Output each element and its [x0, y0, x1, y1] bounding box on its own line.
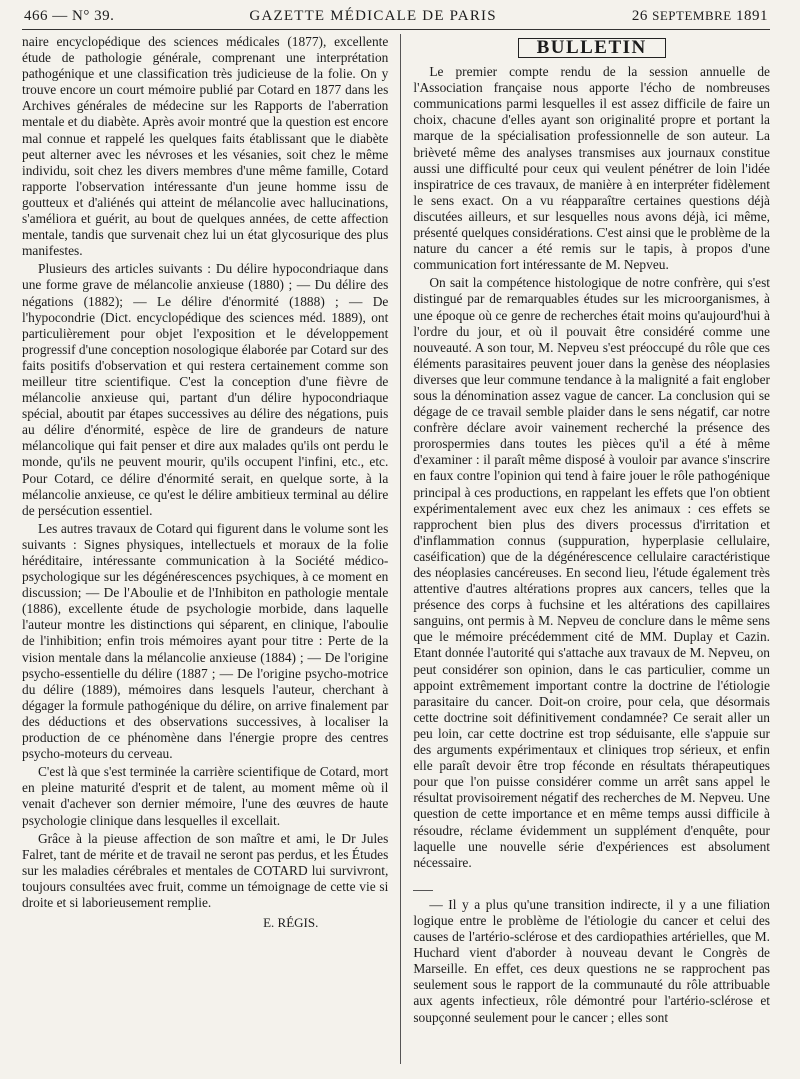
left-column — [22, 34, 400, 1064]
columns — [22, 34, 770, 1064]
left-paragraph-2: Plusieurs des articles suivants : Du délire hypocondriaque dans une forme grave de mélancolie anxieuse (1880) ; — Du délire des négations (1882); — Le délire d'énormité (1888) ; — De l'hypocondrie (Dict. encyclopédique des sciences méd. 1889), ont particulièrement pour objet l'exposition et le développement progressif d'une conception nosologique élaborée par Cotard sur des faits positifs d'observation et qui restera certainement comme son meilleur titre scientifique. C'est la conception d'une fièvre de mélancolie anxieuse qui, partant d'un délire hypocondriaque spécial, aboutit par étapes successives au délire des négations, puis au délire d'énormité, espèce de lire de grandeurs de nature mélancolique qui fait penser et dire aux malades qu'ils ont perdu le monde, qu'ils ne peuvent mourir, qu'ils occupent l'infini, etc., etc. Pour Cotard, ce délire d'énormité serait, en quelque sorte, à la mélancolie anxieuse, ce qu'est le délire ambitieux terminal au délire de persécution essentiel. — [22, 261, 389, 518]
author-signature: E. RÉGIS. — [263, 915, 319, 931]
date-day: 26 — [631, 8, 648, 24]
bulletin-heading: BULLETIN — [518, 38, 666, 58]
right-paragraph-1: Le premier compte rendu de la session annuelle de l'Association française nous apporte l'écho de nombreuses communications parmi lesquelles il est assez difficile de faire un choix, chacune d'elles ayant son originalité propre et portant la marque de la spécialisation professionnelle de son auteur. La brièveté même des analyses transmises aux journaux constitue aussi une difficulté pour ceux qui veulent pénétrer de loin l'idée inspiratrice de ces travaux, de manière à en interpréter fidèlement le sens exact. On a vu réapparaître certaines questions déjà discutées ailleurs, et sur lesquelles nous avons déjà, ici même, présenté quelques considérations. C'est ainsi que le problème de la nature du cancer a été remis sur le tapis, à propos d'une communication fort intéressante de M. Nepveu. — [413, 64, 770, 273]
date-month: SEPTEMBRE — [652, 8, 732, 23]
issue-date — [632, 8, 768, 25]
left-paragraph-5: Grâce à la pieuse affection de son maître et ami, le Dr Jules Falret, tant de mérite et de travail ne seront pas perdus, et les Études sur les maladies cérébrales et mentales de COTARD lui survivront, toujours consultées avec fruit, comme un témoignage de cette vie si droite et si laborieusement remplie. — [22, 830, 389, 910]
page-number: 466 — N° 39. — [24, 8, 115, 24]
section-separator — [413, 879, 770, 895]
date-year: 1891 — [735, 8, 768, 24]
right-paragraph-3: — Il y a plus qu'une transition indirecte, il y a une filiation logique entre le problème de l'étiologie du cancer et celui des causes de l'artério-sclérose et des cardiopathies artérielles, que M. Huchard vient d'aborder à nouveau devant le Congrès de Marseille. En effet, ces deux questions ne se rapprochent pas seulement sous le rapport de la communauté du rôle attribuable aux agents infectieux, rôle démontré pour l'artério-sclérose et soupçonné seulement pour le cancer ; elles sont — [413, 896, 770, 1025]
right-paragraph-2: On sait la compétence histologique de notre confrère, qui s'est distingué par de remarquables études sur les microorganismes, à une époque où ce genre de recherches était moins qu'aujourd'hui à l'ordre du jour, et où il pouvait être considéré comme une nouveauté. A son tour, M. Nepveu s'est préoccupé du rôle que ces éléments parasitaires peuvent jouer dans la genèse des néoplasies diverses que leur commune tendance à la malignité a fait englober sous la dénomination assez vague de cancer. La conclusion qui se dégage de ce travail semble plaider dans le sens négatif, car notre confrère déclare avoir vainement recherché la présence des prorospermies dans toutes les pièces qu'il a été à même d'examiner : il paraît même disposé à vouloir par avance s'inscrire en faux contre l'opinion qui tend à faire jouer le rôle pathogénique principal à ces productions, en rappelant les effets que l'on obtient expérimentalement avec eux chez les animaux : ces effets se rapprochent bien plus des divers processus d'irritation et d'inflammation connus (suppuration, hyperplasie cellulaire, caséification) que de la dégénérescence cellulaire caractéristique des néoplasies cancéreuses. En second lieu, l'étude également très attentive d'autres altérations propres aux cancers, telles que la présence des corps à fuchsine et les altérations des capillaires sanguins, ont permis à M. Nepveu de conclure dans le même sens que le mémoire précédemment cité de MM. Duplay et Cazin. Etant donnée l'autorité qui s'attache aux travaux de M. Nepveu, on peut considérer son opinion, dans le cas particulier, comme un appoint extrêmement important contre la doctrine de l'étiologie parasitaire du cancer. Doit-on croire, pour cela, que désormais cette doctrine soit définitivement condamnée? Ce serait aller un peu loin, car cette doctrine est trop séduisante, elle s'appuie sur des arguments expérimentaux et cliniques trop sérieux, et enfin elle paraît devoir être trop féconde en résultats thérapeutiques pour que l'on puisse considérer comme un arrêt sans appel le résultat provisoirement négatif des recherches de M. Nepveu. Une question de cette importance et en même temps aussi difficile à résoudre, réclame évidemment un supplément d'enquête, pour laquelle une nouvelle série d'expériences est absolument nécessaire. — [413, 275, 770, 870]
left-paragraph-3: Les autres travaux de Cotard qui figurent dans le volume sont les suivants : Signes physiques, intellectuels et moraux de la folie héréditaire, intéressante communication à la Société médico-psychologique sur les dégénérescences psychiques, à ce moment en discussion; — De l'Aboulie et de l'Inhibiton en pathologie mentale (1886), excellente étude de psychologie morbide, dans laquelle l'auteur montre les distinctions qui séparent, en clinique, l'aboulie de l'inhibition; enfin trois mémoires ayant pour titre : Perte de la vision mentale dans la mélancolie anxieuse (1884) ; — De l'origine psycho-essentielle du délire (1887 ; — De l'origine psycho-motrice du délire (1889), mémoires dans lesquels l'auteur, cherchant à dégager la formule pathogénique du délire, on arrive finalement par des déductions et des observations successives, à localiser la production de ce phénomène dans l'énergie propre des centres psycho-moteurs du cerveau. — [22, 520, 389, 762]
left-paragraph-1: naire encyclopédique des sciences médicales (1877), excellente étude de pathologie générale, comprenant une interprétation pathogénique et une classification très judicieuse de la folie. On y trouve encore un court mémoire publié par Cotard en 1877 dans les Archives générales de médecine sur les Rapports de l'aberration mentale et du diabète. Après avoir montré que la question est encore mal connue et rappelé les quelques faits établissant que le diabète peut alterner avec les névroses et les vésanies, soit chez le même individu, soit chez les divers membres d'une même famille, Cotard rapporte l'observation intéressante d'un jeune homme issu de goutteux et d'aliénés qui atteint de mélancolie avec hallucinations, s'améliora et guérit, au bout de quelques années, de cette affection mentale, tandis que survenait chez lui un état glycosurique des plus manifestes. — [22, 34, 389, 259]
right-column — [400, 34, 770, 1064]
journal-title: GAZETTE MÉDICALE DE PARIS — [249, 8, 497, 24]
page-header — [22, 8, 770, 30]
left-paragraph-4: C'est là que s'est terminée la carrière scientifique de Cotard, mort en pleine maturité d'esprit et de talent, au moment même où il venait d'achever son dernier mémoire, l'une des œuvres de haute psychologie clinique dans lesquelles il excellait. — [22, 764, 389, 828]
section-title — [413, 38, 770, 58]
